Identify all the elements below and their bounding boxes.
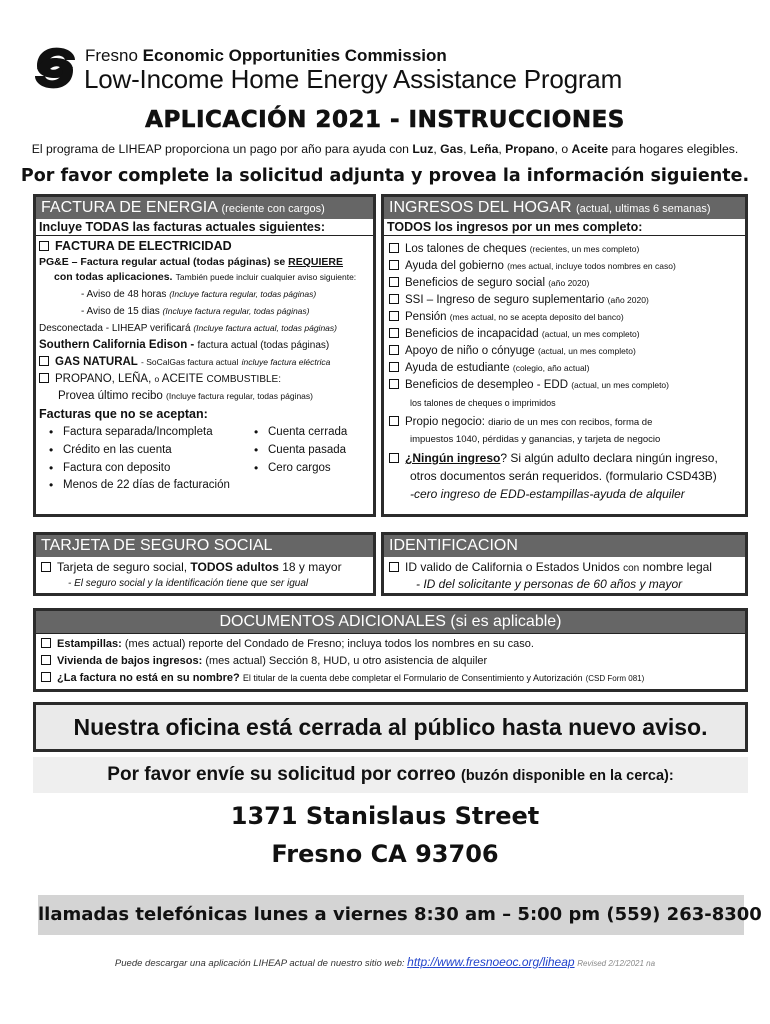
food-stamps-item: Estampillas: (mes actual) reporte del Condado de Fresno; incluya todos los nombres en su caso.	[41, 637, 534, 651]
list-item: • Menos de 22 días de facturación	[63, 478, 230, 492]
social-security-header: TARJETA DE SEGURO SOCIAL	[36, 535, 373, 557]
liheap-website-link[interactable]: http://www.fresnoeoc.org/liheap	[407, 955, 575, 969]
list-item: • Factura con deposito	[63, 461, 170, 475]
intro-text: El programa de LIHEAP proporciona un pago por año para ayuda con Luz, Gas, Leña, Propano, o Aceite para hogares elegibles.	[31, 142, 739, 156]
income-item: Pensión (mes actual, no se acepta deposito del banco)	[389, 310, 624, 324]
checkbox-icon	[389, 277, 399, 287]
list-item: • Cero cargos	[268, 461, 331, 475]
pge-line-2: con todas aplicaciones. También puede incluir cualquier aviso siguiente:	[54, 271, 357, 283]
list-item: • Factura separada/Incompleta	[63, 425, 213, 439]
checkbox-icon	[389, 311, 399, 321]
checkbox-icon	[389, 362, 399, 372]
electricity-bill-item: FACTURA DE ELECTRICIDAD	[39, 239, 232, 253]
id-item: ID valido de California o Estados Unidos con nombre legal	[389, 560, 712, 576]
income-item: Beneficios de seguro social (año 2020)	[389, 276, 589, 290]
organization-name: Fresno Economic Opportunities Commission	[85, 46, 447, 65]
identification-section	[381, 532, 748, 596]
checkbox-icon	[389, 379, 399, 389]
footer: Puede descargar una aplicación LIHEAP actual de nuestro sitio web: http://www.fresnoeoc.org/liheap Revised 2/12/2021 na	[114, 955, 656, 969]
additional-documents-header: DOCUMENTOS ADICIONALES (si es aplicable)	[36, 611, 745, 633]
checkbox-icon	[39, 241, 49, 251]
edd-continuation: los talones de cheques o imprimidos	[410, 398, 556, 408]
not-accepted-heading: Facturas que no se aceptan:	[39, 407, 208, 421]
self-employment-item: Propio negocio: diario de un mes con recibos, forma de	[389, 415, 652, 430]
checkbox-icon	[41, 562, 51, 572]
self-employment-continuation: impuestos 1040, pérdidas y ganancias, y tarjeta de negocio	[410, 434, 661, 445]
checkbox-icon	[389, 562, 399, 572]
no-income-continuation: otros documentos serán requeridos. (formulario CSD43B)	[410, 469, 717, 483]
checkbox-icon	[389, 453, 399, 463]
identification-header: IDENTIFICACION	[384, 535, 745, 557]
social-security-section	[33, 532, 376, 596]
checkbox-icon	[39, 373, 49, 383]
checkbox-icon	[389, 243, 399, 253]
income-item: Beneficios de desempleo - EDD (actual, un mes completo)	[389, 378, 669, 392]
income-item: Apoyo de niño o cónyuge (actual, un mes completo)	[389, 344, 636, 358]
header	[33, 44, 733, 94]
household-income-header: INGRESOS DEL HOGAR (actual, ultimas 6 semanas)	[384, 197, 745, 219]
checkbox-icon	[41, 638, 51, 648]
aviso-15-line: - Aviso de 15 dias (Incluye factura regular, todas páginas)	[81, 306, 310, 317]
id-note: - ID del solicitante y personas de 60 años y mayor	[416, 577, 683, 591]
income-item: Beneficios de incapacidad (actual, un mes completo)	[389, 327, 640, 341]
income-item: Los talones de cheques (recientes, un mes completo)	[389, 242, 639, 256]
natural-gas-item: GAS NATURAL - SoCalGas factura actual incluye factura eléctrica	[39, 355, 330, 369]
checkbox-icon	[389, 260, 399, 270]
energy-bill-subheader: Incluye TODAS las facturas actuales siguientes:	[36, 219, 373, 236]
housing-item: Vivienda de bajos ingresos: (mes actual) Sección 8, HUD, u otro asistencia de alquiler	[41, 654, 487, 668]
office-closed-notice: Nuestra oficina está cerrada al público hasta nuevo aviso.	[33, 702, 748, 752]
aviso-48-line: - Aviso de 48 horas (Incluye factura regular, todas páginas)	[81, 289, 317, 300]
revision-note: Revised 2/12/2021 na	[577, 959, 656, 968]
no-income-note: -cero ingreso de EDD-estampillas-ayuda de alquiler	[410, 487, 685, 501]
list-item: • Cuenta pasada	[268, 443, 346, 457]
checkbox-icon	[389, 294, 399, 304]
energy-bill-header: FACTURA DE ENERGIA (reciente con cargos)	[36, 197, 373, 219]
household-income-section	[381, 194, 748, 517]
address-city: Fresno CA 93706	[271, 840, 499, 868]
mail-instructions: Por favor envíe su solicitud por correo (buzón disponible en la cerca):	[33, 757, 748, 793]
program-name: Low-Income Home Energy Assistance Program	[84, 64, 623, 94]
bill-name-item: ¿La factura no está en su nombre? El titular de la cuenta debe completar el Formulario de Consentimiento y Autorización (CSD Form 081)	[41, 671, 644, 686]
income-item: Ayuda del gobierno (mes actual, incluye todos nombres en caso)	[389, 259, 676, 273]
checkbox-icon	[389, 328, 399, 338]
checkbox-icon	[389, 416, 399, 426]
checkbox-icon	[41, 655, 51, 665]
phone-hours: llamadas telefónicas lunes a viernes 8:30 am – 5:00 pm (559) 263-8300	[38, 895, 744, 935]
ssn-note: - El seguro social y la identificación tiene que ser igual	[68, 578, 309, 589]
ssn-item: Tarjeta de seguro social, TODOS adultos 18 y mayor	[41, 560, 342, 574]
sce-line: Southern California Edison - factura actual (todas páginas)	[39, 339, 330, 351]
pge-line: PG&E – Factura regular actual (todas páginas) se REQUIERE	[39, 256, 344, 268]
list-item: • Crédito en las cuenta	[63, 443, 172, 457]
list-item: • Cuenta cerrada	[268, 425, 347, 439]
household-income-subheader: TODOS los ingresos por un mes completo:	[384, 219, 745, 236]
additional-documents-section	[33, 608, 748, 692]
fresno-eoc-logo-icon	[33, 44, 77, 92]
checkbox-icon	[389, 345, 399, 355]
no-income-item: ¿Ningún ingreso? Si algún adulto declara ningún ingreso,	[389, 451, 718, 465]
propane-item: PROPANO, LEÑA, o ACEITE COMBUSTIBLE:	[39, 372, 281, 387]
income-item: Ayuda de estudiante (colegio, año actual)	[389, 361, 589, 375]
checkbox-icon	[39, 356, 49, 366]
provea-line: Provea último recibo (Incluye factura regular, todas páginas)	[58, 390, 313, 402]
subtitle: Por favor complete la solicitud adjunta y provea la información siguiente.	[20, 166, 750, 186]
energy-bill-section	[33, 194, 376, 517]
income-item: SSI – Ingreso de seguro suplementario (año 2020)	[389, 293, 649, 307]
page-title: APLICACIÓN 2021 - INSTRUCCIONES	[145, 107, 625, 133]
address-street: 1371 Stanislaus Street	[230, 802, 540, 830]
disconnected-line: Desconectada - LIHEAP verificará (Incluye factura actual, todas páginas)	[39, 323, 337, 334]
checkbox-icon	[41, 672, 51, 682]
